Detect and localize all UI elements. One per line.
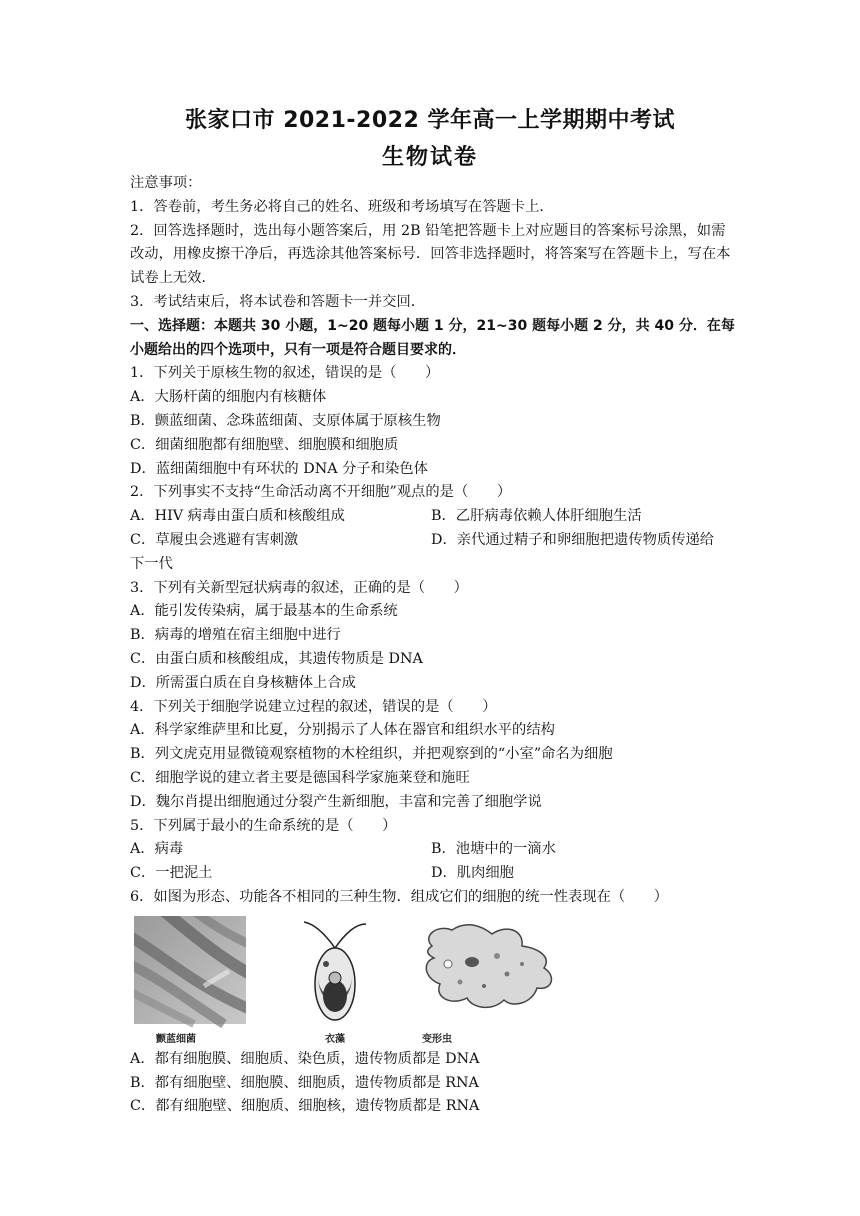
q1-option-c: C．细菌细胞都有细胞壁、细胞膜和细胞质 [130, 436, 399, 453]
q4-option-b: B．列文虎克用显微镜观察植物的木栓组织，并把观察到的“小室”命名为细胞 [130, 746, 613, 763]
q5-option-b: B．池塘中的一滴水 [431, 841, 556, 858]
q2-option-c: C．草履虫会逃避有害刺激 [130, 531, 299, 548]
q1-option-a: A．大肠杆菌的细胞内有核糖体 [130, 389, 327, 406]
chlamydomonas-image [290, 916, 380, 1044]
section-heading-line1: 一、选择题：本题共 30 小题，1~20 题每小题 1 分，21~30 题每小题 2 分，共 40 分．在每 [130, 317, 735, 334]
section-heading-line2: 小题给出的四个选项中，只有一项是符合题目要求的． [130, 341, 466, 358]
q4-stem: 4．下列关于细胞学说建立过程的叙述，错误的是（ ） [130, 698, 497, 715]
q3-option-d: D．所需蛋白质在自身核糖体上合成 [130, 674, 356, 691]
q1-stem: 1．下列关于原核生物的叙述，错误的是（ ） [130, 365, 440, 382]
q3-option-b: B．病毒的增殖在宿主细胞中进行 [130, 627, 341, 644]
q2-option-b: B．乙肝病毒依赖人体肝细胞生活 [431, 508, 642, 525]
q1-option-b: B．颤蓝细菌、念珠蓝细菌、支原体属于原核生物 [130, 412, 441, 429]
notice-heading: 注意事项： [130, 175, 202, 191]
q5-options-row-2 [130, 862, 735, 886]
q1-option-d: D．蓝细菌细胞中有环状的 DNA 分子和染色体 [130, 460, 428, 477]
q6-option-c: C．都有细胞壁、细胞质、细胞核，遗传物质都是 RNA [130, 1098, 480, 1115]
q6-option-b: B．都有细胞壁、细胞膜、细胞质，遗传物质都是 RNA [130, 1074, 479, 1091]
q2-options-row-1 [130, 505, 735, 529]
q3-option-a: A．能引发传染病，属于最基本的生命系统 [130, 603, 398, 620]
figure-label-amoeba: 变形虫 [422, 1033, 452, 1045]
q4-option-c: C．细胞学说的建立者主要是德国科学家施莱登和施旺 [130, 769, 470, 786]
notice-item-1: 1．答卷前，考生务必将自己的姓名、班级和考场填写在答题卡上． [130, 198, 554, 215]
cyanobacteria-image [134, 916, 246, 1044]
q6-figure [130, 916, 735, 1044]
q5-options-row-1 [130, 838, 735, 862]
q5-option-a: A．病毒 [130, 841, 184, 858]
q2-options-row-2 [130, 529, 735, 553]
notice-item-2: 2．回答选择题时，选出每小题答案后，用 2B 铅笔把答题卡上对应题目的答案标号涂黑，如需改动，用橡皮擦干净后，再选涂其他答案标号．回答非选择题时，将答案写在答题卡上，写在本试卷上无效． [130, 222, 731, 287]
q3-option-c: C．由蛋白质和核酸组成，其遗传物质是 DNA [130, 650, 423, 667]
figure-label-chlamydomonas: 衣藻 [325, 1033, 345, 1045]
q2-stem: 2．下列事实不支持“生命活动离不开细胞”观点的是（ ） [130, 484, 512, 501]
q4-option-a: A．科学家维萨里和比夏，分别揭示了人体在器官和组织水平的结构 [130, 722, 555, 739]
q5-option-c: C．一把泥土 [130, 865, 213, 882]
q4-option-d: D．魏尔肖提出细胞通过分裂产生新细胞，丰富和完善了细胞学说 [130, 793, 542, 810]
notice-item-3: 3．考试结束后，将本试卷和答题卡一并交回． [130, 293, 426, 310]
exam-content [130, 172, 735, 1119]
q3-stem: 3．下列有关新型冠状病毒的叙述，正确的是（ ） [130, 579, 468, 596]
exam-title: 张家口市 2021-2022 学年高一上学期期中考试 [185, 108, 675, 133]
q5-option-d: D．肌肉细胞 [431, 865, 514, 882]
q5-stem: 5．下列属于最小的生命系统的是（ ） [130, 817, 397, 834]
q2-option-d: D．亲代通过精子和卵细胞把遗传物质传递给 [431, 531, 715, 548]
amoeba-image [412, 916, 562, 1044]
q2-option-d-continued: 下一代 [130, 555, 173, 572]
figure-label-cyanobacteria: 颤蓝细菌 [156, 1033, 196, 1045]
q2-option-a: A．HIV 病毒由蛋白质和核酸组成 [130, 508, 345, 525]
q6-option-a: A．都有细胞膜、细胞质、染色质，遗传物质都是 DNA [130, 1050, 480, 1067]
exam-subtitle: 生物试卷 [381, 145, 478, 170]
q6-stem: 6．如图为形态、功能各不相同的三种生物．组成它们的细胞的统一性表现在（ ） [130, 888, 669, 905]
